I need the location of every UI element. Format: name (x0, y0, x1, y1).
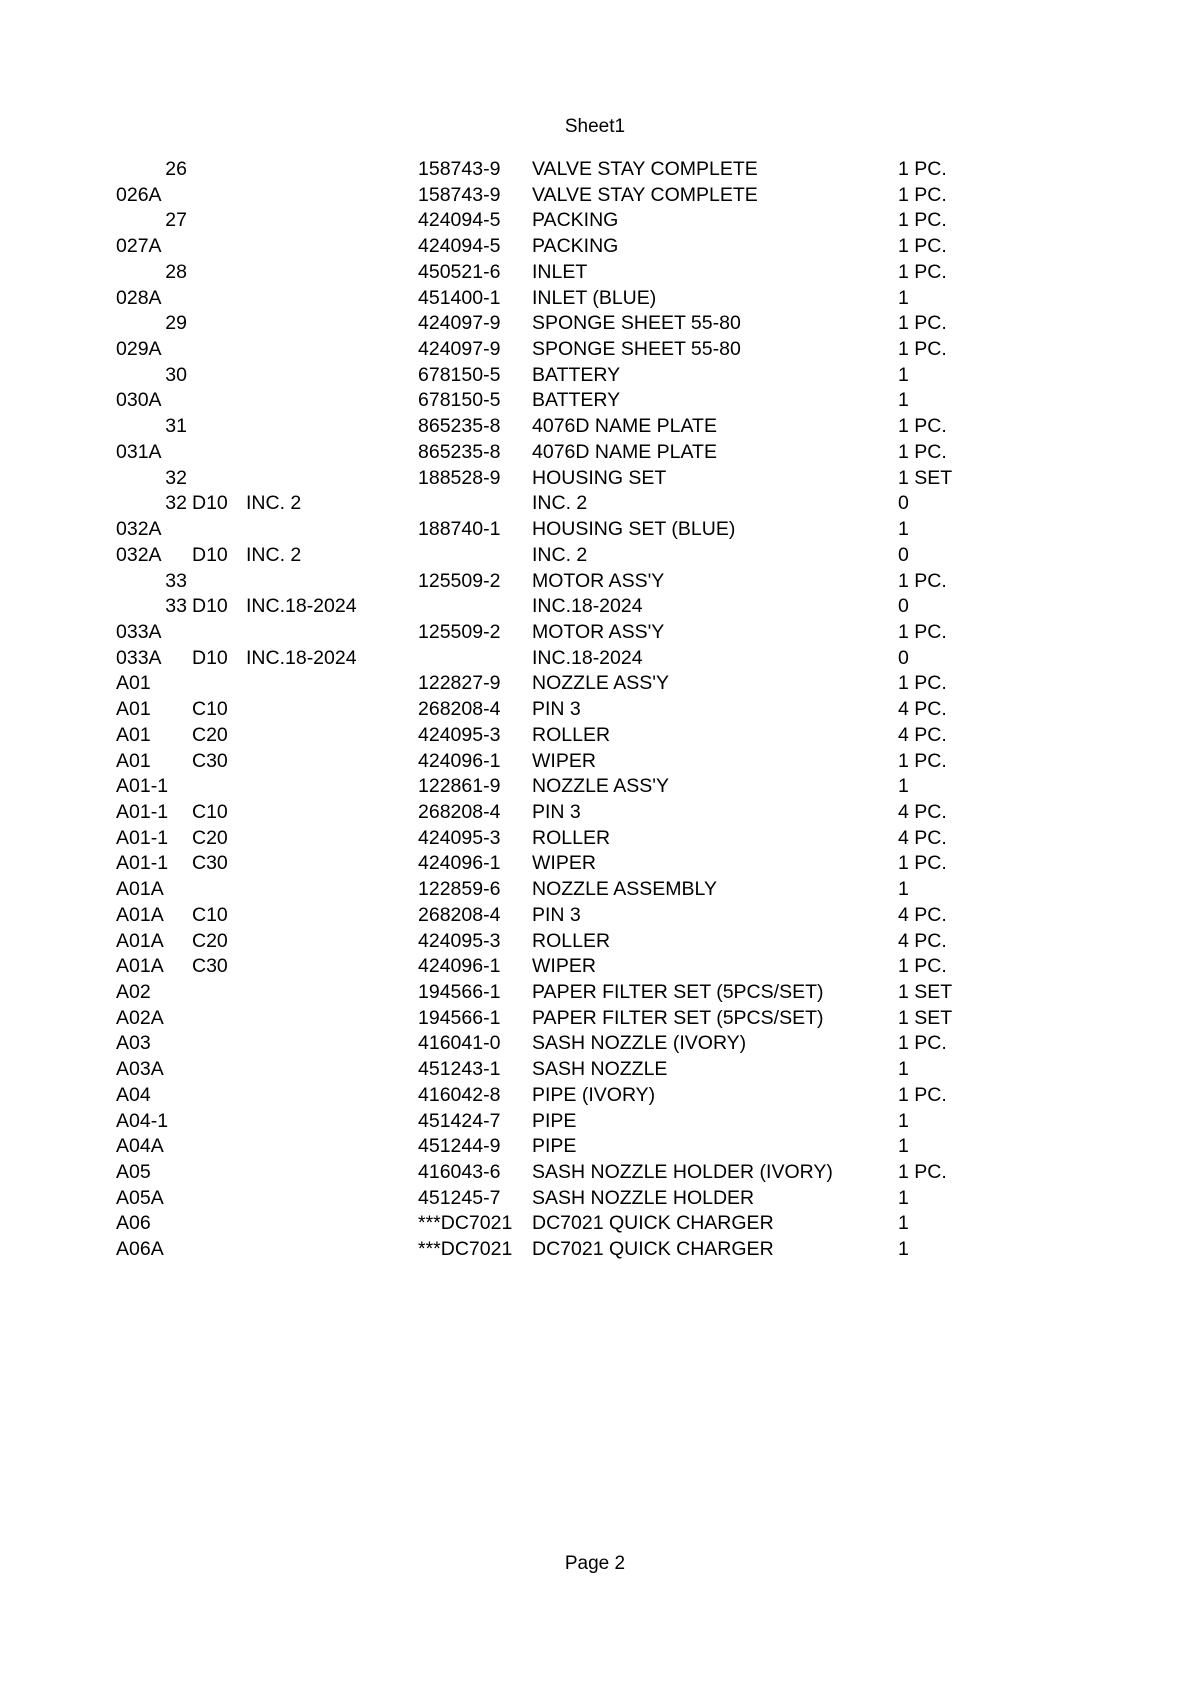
part-number-cell: 678150-5 (418, 389, 501, 412)
item-number-cell: A04-1 (116, 1109, 169, 1132)
parts-list (0, 157, 1190, 1263)
sub-code-cell: C30 (192, 852, 228, 875)
part-number-cell: 450521-6 (418, 260, 501, 283)
part-number-cell: 122859-6 (418, 878, 501, 901)
quantity-cell: 1 (898, 878, 909, 901)
table-row (0, 208, 1190, 234)
part-number-cell: 678150-5 (418, 363, 501, 386)
item-number-cell: 33 (165, 569, 187, 592)
part-number-cell: 125509-2 (418, 620, 501, 643)
quantity-cell: 1 PC. (898, 415, 947, 438)
sub-code-cell: D10 (192, 595, 228, 618)
quantity-cell: 4 PC. (898, 698, 947, 721)
sheet-title: Sheet1 (564, 116, 626, 137)
quantity-cell: 1 SET (898, 466, 953, 489)
item-number-cell: 033A (116, 646, 162, 669)
item-number-cell: A04A (116, 1135, 164, 1158)
quantity-cell: 1 PC. (898, 955, 947, 978)
quantity-cell: 1 PC. (898, 569, 947, 592)
quantity-cell: 4 PC. (898, 929, 947, 952)
part-number-cell: 424095-3 (418, 826, 501, 849)
description-cell: ROLLER (532, 826, 611, 849)
item-number-cell: 032A (116, 543, 162, 566)
item-number-cell: A01-1 (116, 800, 169, 823)
item-number-cell: 032A (116, 518, 162, 541)
table-row (0, 851, 1190, 877)
table-row (0, 877, 1190, 903)
quantity-cell: 0 (898, 492, 909, 515)
item-number-cell: A01 (116, 749, 151, 772)
table-row (0, 311, 1190, 337)
table-row (0, 1083, 1190, 1109)
quantity-cell: 1 PC. (898, 209, 947, 232)
item-number-cell: 32 (165, 466, 187, 489)
sub-code-cell: C20 (192, 929, 228, 952)
quantity-cell: 1 PC. (898, 1083, 947, 1106)
table-row (0, 954, 1190, 980)
quantity-cell: 1 (898, 1212, 909, 1235)
part-number-cell: 865235-8 (418, 415, 501, 438)
table-row (0, 1160, 1190, 1186)
description-cell: INC.18-2024 (532, 595, 643, 618)
quantity-cell: 0 (898, 595, 909, 618)
table-row (0, 1211, 1190, 1237)
item-number-cell: A01-1 (116, 852, 169, 875)
table-row (0, 363, 1190, 389)
description-cell: ROLLER (532, 723, 611, 746)
item-number-cell: 28 (165, 260, 187, 283)
quantity-cell: 1 (898, 286, 909, 309)
part-number-cell: 424094-5 (418, 209, 501, 232)
table-row (0, 1237, 1190, 1263)
description-cell: INC. 2 (532, 543, 588, 566)
description-cell: MOTOR ASS'Y (532, 569, 665, 592)
quantity-cell: 1 PC. (898, 1032, 947, 1055)
table-row (0, 594, 1190, 620)
part-number-cell: 424096-1 (418, 749, 501, 772)
part-number-cell: 416042-8 (418, 1083, 501, 1106)
description-cell: VALVE STAY COMPLETE (532, 183, 758, 206)
part-number-cell: 125509-2 (418, 569, 501, 592)
item-number-cell: A05 (116, 1161, 151, 1184)
item-number-cell: A05A (116, 1186, 164, 1209)
part-number-cell: 188740-1 (418, 518, 501, 541)
part-number-cell: 424096-1 (418, 852, 501, 875)
sub-code-cell: C10 (192, 800, 228, 823)
part-number-cell: 451244-9 (418, 1135, 501, 1158)
item-number-cell: 27 (165, 209, 187, 232)
table-row (0, 440, 1190, 466)
quantity-cell: 1 (898, 389, 909, 412)
part-number-cell: 451243-1 (418, 1058, 501, 1081)
description-cell: PIN 3 (532, 698, 581, 721)
sub-code-cell: C30 (192, 955, 228, 978)
quantity-cell: 1 PC. (898, 338, 947, 361)
part-number-cell: 865235-8 (418, 440, 501, 463)
quantity-cell: 1 PC. (898, 183, 947, 206)
part-number-cell: 424095-3 (418, 723, 501, 746)
quantity-cell: 0 (898, 646, 909, 669)
item-number-cell: A06 (116, 1212, 151, 1235)
quantity-cell: 0 (898, 543, 909, 566)
quantity-cell: 1 PC. (898, 1161, 947, 1184)
part-number-cell: 424097-9 (418, 312, 501, 335)
description-cell: 4076D NAME PLATE (532, 440, 717, 463)
item-number-cell: 32 (165, 492, 187, 515)
sub-code-cell: C10 (192, 698, 228, 721)
item-number-cell: A01A (116, 903, 164, 926)
table-row (0, 929, 1190, 955)
table-row (0, 183, 1190, 209)
quantity-cell: 4 PC. (898, 800, 947, 823)
table-row (0, 1186, 1190, 1212)
description-cell: INLET (BLUE) (532, 286, 657, 309)
description-cell: HOUSING SET (BLUE) (532, 518, 736, 541)
description-cell: SPONGE SHEET 55-80 (532, 312, 741, 335)
description-cell: PACKING (532, 209, 619, 232)
part-number-cell: ***DC7021 (418, 1238, 513, 1261)
part-number-cell: 451400-1 (418, 286, 501, 309)
quantity-cell: 1 (898, 1186, 909, 1209)
table-row (0, 234, 1190, 260)
quantity-cell: 1 PC. (898, 672, 947, 695)
table-row (0, 414, 1190, 440)
description-cell: PIN 3 (532, 800, 581, 823)
quantity-cell: 1 PC. (898, 749, 947, 772)
item-number-cell: 30 (165, 363, 187, 386)
description-cell: MOTOR ASS'Y (532, 620, 665, 643)
description-cell: PAPER FILTER SET (5PCS/SET) (532, 1006, 824, 1029)
description-cell: SASH NOZZLE (532, 1058, 668, 1081)
quantity-cell: 1 (898, 518, 909, 541)
item-number-cell: 030A (116, 389, 162, 412)
quantity-cell: 1 PC. (898, 260, 947, 283)
part-number-cell: ***DC7021 (418, 1212, 513, 1235)
note-cell: INC.18-2024 (246, 595, 357, 618)
part-number-cell: 188528-9 (418, 466, 501, 489)
table-row (0, 749, 1190, 775)
part-number-cell: 158743-9 (418, 158, 501, 180)
description-cell: PIPE (532, 1109, 577, 1132)
description-cell: WIPER (532, 955, 596, 978)
description-cell: HOUSING SET (532, 466, 667, 489)
item-number-cell: 033A (116, 620, 162, 643)
table-row (0, 543, 1190, 569)
item-number-cell: A01-1 (116, 775, 169, 798)
part-number-cell: 268208-4 (418, 698, 501, 721)
description-cell: INLET (532, 260, 588, 283)
description-cell: WIPER (532, 749, 596, 772)
item-number-cell: A02 (116, 981, 151, 1003)
sub-code-cell: C30 (192, 749, 228, 772)
table-row (0, 620, 1190, 646)
part-number-cell: 451424-7 (418, 1109, 501, 1132)
quantity-cell: 1 PC. (898, 158, 947, 180)
description-cell: SASH NOZZLE HOLDER (532, 1186, 755, 1209)
description-cell: DC7021 QUICK CHARGER (532, 1212, 774, 1235)
item-number-cell: 027A (116, 235, 162, 258)
table-row (0, 260, 1190, 286)
table-row (0, 388, 1190, 414)
quantity-cell: 1 (898, 1109, 909, 1132)
quantity-cell: 1 (898, 1058, 909, 1081)
description-cell: SPONGE SHEET 55-80 (532, 338, 741, 361)
table-row (0, 466, 1190, 492)
note-cell: INC. 2 (246, 492, 302, 515)
description-cell: SASH NOZZLE (IVORY) (532, 1032, 747, 1055)
description-cell: SASH NOZZLE HOLDER (IVORY) (532, 1161, 833, 1184)
description-cell: PAPER FILTER SET (5PCS/SET) (532, 981, 824, 1003)
sub-code-cell: D10 (192, 646, 228, 669)
quantity-cell: 1 PC. (898, 440, 947, 463)
part-number-cell: 451245-7 (418, 1186, 501, 1209)
note-cell: INC. 2 (246, 543, 302, 566)
quantity-cell: 1 SET (898, 1006, 953, 1029)
table-row (0, 1006, 1190, 1032)
note-cell: INC.18-2024 (246, 646, 357, 669)
item-number-cell: A01A (116, 878, 164, 901)
table-row (0, 491, 1190, 517)
table-row (0, 517, 1190, 543)
part-number-cell: 424095-3 (418, 929, 501, 952)
description-cell: PIPE (IVORY) (532, 1083, 656, 1106)
sub-code-cell: C20 (192, 723, 228, 746)
part-number-cell: 194566-1 (418, 1006, 501, 1029)
quantity-cell: 1 (898, 363, 909, 386)
table-row (0, 697, 1190, 723)
part-number-cell: 158743-9 (418, 183, 501, 206)
item-number-cell: 33 (165, 595, 187, 618)
item-number-cell: A01-1 (116, 826, 169, 849)
description-cell: PIPE (532, 1135, 577, 1158)
sub-code-cell: C20 (192, 826, 228, 849)
item-number-cell: 31 (165, 415, 187, 438)
table-row (0, 826, 1190, 852)
item-number-cell: 29 (165, 312, 187, 335)
quantity-cell: 1 (898, 1135, 909, 1158)
part-number-cell: 416041-0 (418, 1032, 501, 1055)
table-row (0, 646, 1190, 672)
quantity-cell: 1 PC. (898, 852, 947, 875)
part-number-cell: 122827-9 (418, 672, 501, 695)
quantity-cell: 1 PC. (898, 620, 947, 643)
item-number-cell: A01A (116, 929, 164, 952)
item-number-cell: 026A (116, 183, 162, 206)
item-number-cell: 029A (116, 338, 162, 361)
page-number: Page 2 (564, 1553, 626, 1574)
item-number-cell: A01 (116, 672, 151, 695)
table-row (0, 337, 1190, 363)
item-number-cell: A01A (116, 955, 164, 978)
item-number-cell: A01 (116, 723, 151, 746)
description-cell: ROLLER (532, 929, 611, 952)
sub-code-cell: C10 (192, 903, 228, 926)
table-row (0, 903, 1190, 929)
description-cell: 4076D NAME PLATE (532, 415, 717, 438)
part-number-cell: 424097-9 (418, 338, 501, 361)
table-row (0, 1109, 1190, 1135)
item-number-cell: 26 (165, 158, 187, 180)
item-number-cell: 031A (116, 440, 162, 463)
item-number-cell: A03 (116, 1032, 151, 1055)
table-row (0, 1134, 1190, 1160)
table-row (0, 569, 1190, 595)
table-row (0, 980, 1190, 1006)
quantity-cell: 4 PC. (898, 826, 947, 849)
sub-code-cell: D10 (192, 543, 228, 566)
table-row (0, 1057, 1190, 1083)
item-number-cell: A02A (116, 1006, 164, 1029)
description-cell: PACKING (532, 235, 619, 258)
table-row (0, 157, 1190, 183)
item-number-cell: A04 (116, 1083, 151, 1106)
description-cell: NOZZLE ASSEMBLY (532, 878, 717, 901)
part-number-cell: 268208-4 (418, 903, 501, 926)
part-number-cell: 424096-1 (418, 955, 501, 978)
quantity-cell: 1 (898, 775, 909, 798)
quantity-cell: 1 SET (898, 981, 953, 1003)
description-cell: NOZZLE ASS'Y (532, 775, 670, 798)
item-number-cell: A06A (116, 1238, 164, 1261)
quantity-cell: 4 PC. (898, 903, 947, 926)
sub-code-cell: D10 (192, 492, 228, 515)
table-row (0, 671, 1190, 697)
description-cell: PIN 3 (532, 903, 581, 926)
part-number-cell: 194566-1 (418, 981, 501, 1003)
description-cell: INC. 2 (532, 492, 588, 515)
description-cell: BATTERY (532, 389, 621, 412)
item-number-cell: 028A (116, 286, 162, 309)
table-row (0, 286, 1190, 312)
description-cell: VALVE STAY COMPLETE (532, 158, 758, 180)
table-row (0, 774, 1190, 800)
description-cell: WIPER (532, 852, 596, 875)
quantity-cell: 4 PC. (898, 723, 947, 746)
description-cell: NOZZLE ASS'Y (532, 672, 670, 695)
part-number-cell: 268208-4 (418, 800, 501, 823)
item-number-cell: A01 (116, 698, 151, 721)
table-row (0, 723, 1190, 749)
quantity-cell: 1 PC. (898, 235, 947, 258)
table-row (0, 800, 1190, 826)
item-number-cell: A03A (116, 1058, 164, 1081)
part-number-cell: 122861-9 (418, 775, 501, 798)
description-cell: BATTERY (532, 363, 621, 386)
quantity-cell: 1 (898, 1238, 909, 1261)
table-row (0, 1031, 1190, 1057)
description-cell: INC.18-2024 (532, 646, 643, 669)
part-number-cell: 416043-6 (418, 1161, 501, 1184)
part-number-cell: 424094-5 (418, 235, 501, 258)
quantity-cell: 1 PC. (898, 312, 947, 335)
description-cell: DC7021 QUICK CHARGER (532, 1238, 774, 1261)
